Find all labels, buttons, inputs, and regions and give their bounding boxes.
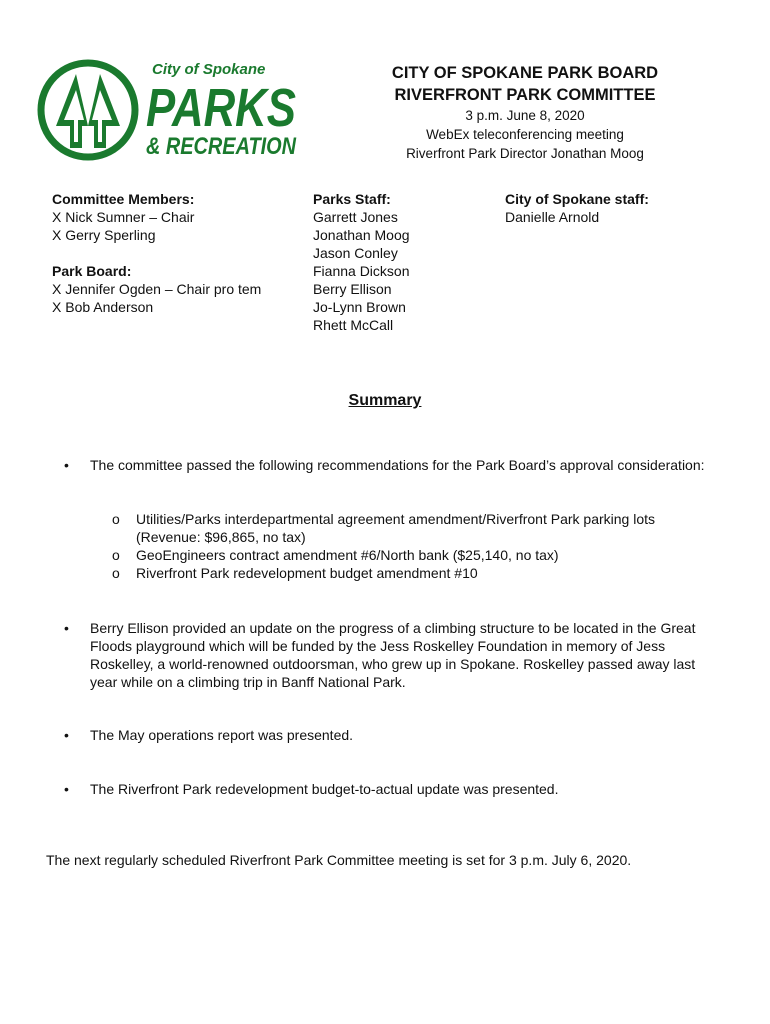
sub-bullet-marker: o (112, 511, 120, 527)
summary-bullet (64, 780, 724, 798)
park-board-member: X Jennifer Ogden – Chair pro tem (52, 281, 262, 297)
park-board-heading: Park Board: (52, 263, 132, 279)
meeting-type: WebEx teleconferencing meeting (426, 127, 624, 142)
bullet-text: The Riverfront Park redevelopment budget-to-actual update was presented. (90, 781, 559, 797)
summary-bullet (64, 726, 724, 744)
bullet-text: The May operations report was presented. (90, 727, 354, 743)
parks-staff-member: Jonathan Moog (313, 227, 410, 243)
logo-bottom-text: & RECREATION (146, 133, 297, 160)
sub-bullet-marker: o (112, 565, 120, 581)
parks-staff-member: Jo-Lynn Brown (313, 299, 406, 315)
parks-recreation-logo (42, 56, 304, 164)
bullet-marker: • (64, 620, 69, 636)
meeting-time-date: 3 p.m. June 8, 2020 (465, 108, 585, 123)
parks-staff-heading: Parks Staff: (313, 191, 391, 207)
parks-staff-member: Berry Ellison (313, 281, 392, 297)
document-header (360, 62, 690, 163)
board-title: CITY OF SPOKANE PARK BOARD (391, 64, 659, 82)
recommendation-item (110, 510, 720, 546)
bullet-text: Berry Ellison provided an update on the progress of a climbing structure to be located in the Great Floods playground which will be funded by the Jess Roskelley Foundation in memory of Jess Roskelley, a world-renowned outdoorsman, who grew up in Spokane. Roskelley passed away last year while on a climbing trip in Banff National Park. (90, 620, 696, 690)
recommendation-text: Utilities/Parks interdepartmental agreement amendment/Riverfront Park parking lots (Revenue: $96,865, no tax) (136, 511, 656, 545)
bullet-marker: • (64, 781, 69, 797)
logo-main-text: PARKS (146, 78, 296, 138)
meeting-director: Riverfront Park Director Jonathan Moog (406, 146, 644, 161)
summary-title: Summary (348, 392, 422, 409)
parks-staff-member: Fianna Dickson (313, 263, 410, 279)
city-staff-member: Danielle Arnold (505, 209, 600, 225)
bullet-text: The committee passed the following recommendations for the Park Board’s approval consideration: (90, 457, 705, 473)
parks-staff-member: Garrett Jones (313, 209, 398, 225)
parks-staff-column (313, 190, 410, 334)
recommendation-item (110, 564, 720, 582)
recommendation-item (110, 546, 720, 564)
parks-staff-member: Rhett McCall (313, 317, 394, 333)
bullet-marker: • (64, 727, 69, 743)
bullet-marker: • (64, 457, 69, 473)
committee-title: RIVERFRONT PARK COMMITTEE (394, 86, 656, 104)
recommendation-text: GeoEngineers contract amendment #6/North bank ($25,140, no tax) (136, 547, 559, 563)
recommendation-text: Riverfront Park redevelopment budget amendment #10 (136, 565, 478, 581)
summary-bullet (64, 619, 724, 691)
city-staff-column (505, 190, 649, 226)
committee-members-heading: Committee Members: (52, 191, 195, 207)
summary-bullet (64, 456, 724, 474)
city-staff-heading: City of Spokane staff: (505, 191, 649, 207)
recommendations-list (110, 510, 720, 582)
park-board-member: X Bob Anderson (52, 299, 154, 315)
committee-member: X Nick Sumner – Chair (52, 209, 195, 225)
sub-bullet-marker: o (112, 547, 120, 563)
committee-members-column (52, 190, 261, 316)
committee-member: X Gerry Sperling (52, 227, 156, 243)
logo-top-text: City of Spokane (152, 61, 266, 78)
next-meeting-note: The next regularly scheduled Riverfront Park Committee meeting is set for 3 p.m. July 6, 2020. (46, 852, 632, 868)
parks-staff-member: Jason Conley (313, 245, 398, 261)
